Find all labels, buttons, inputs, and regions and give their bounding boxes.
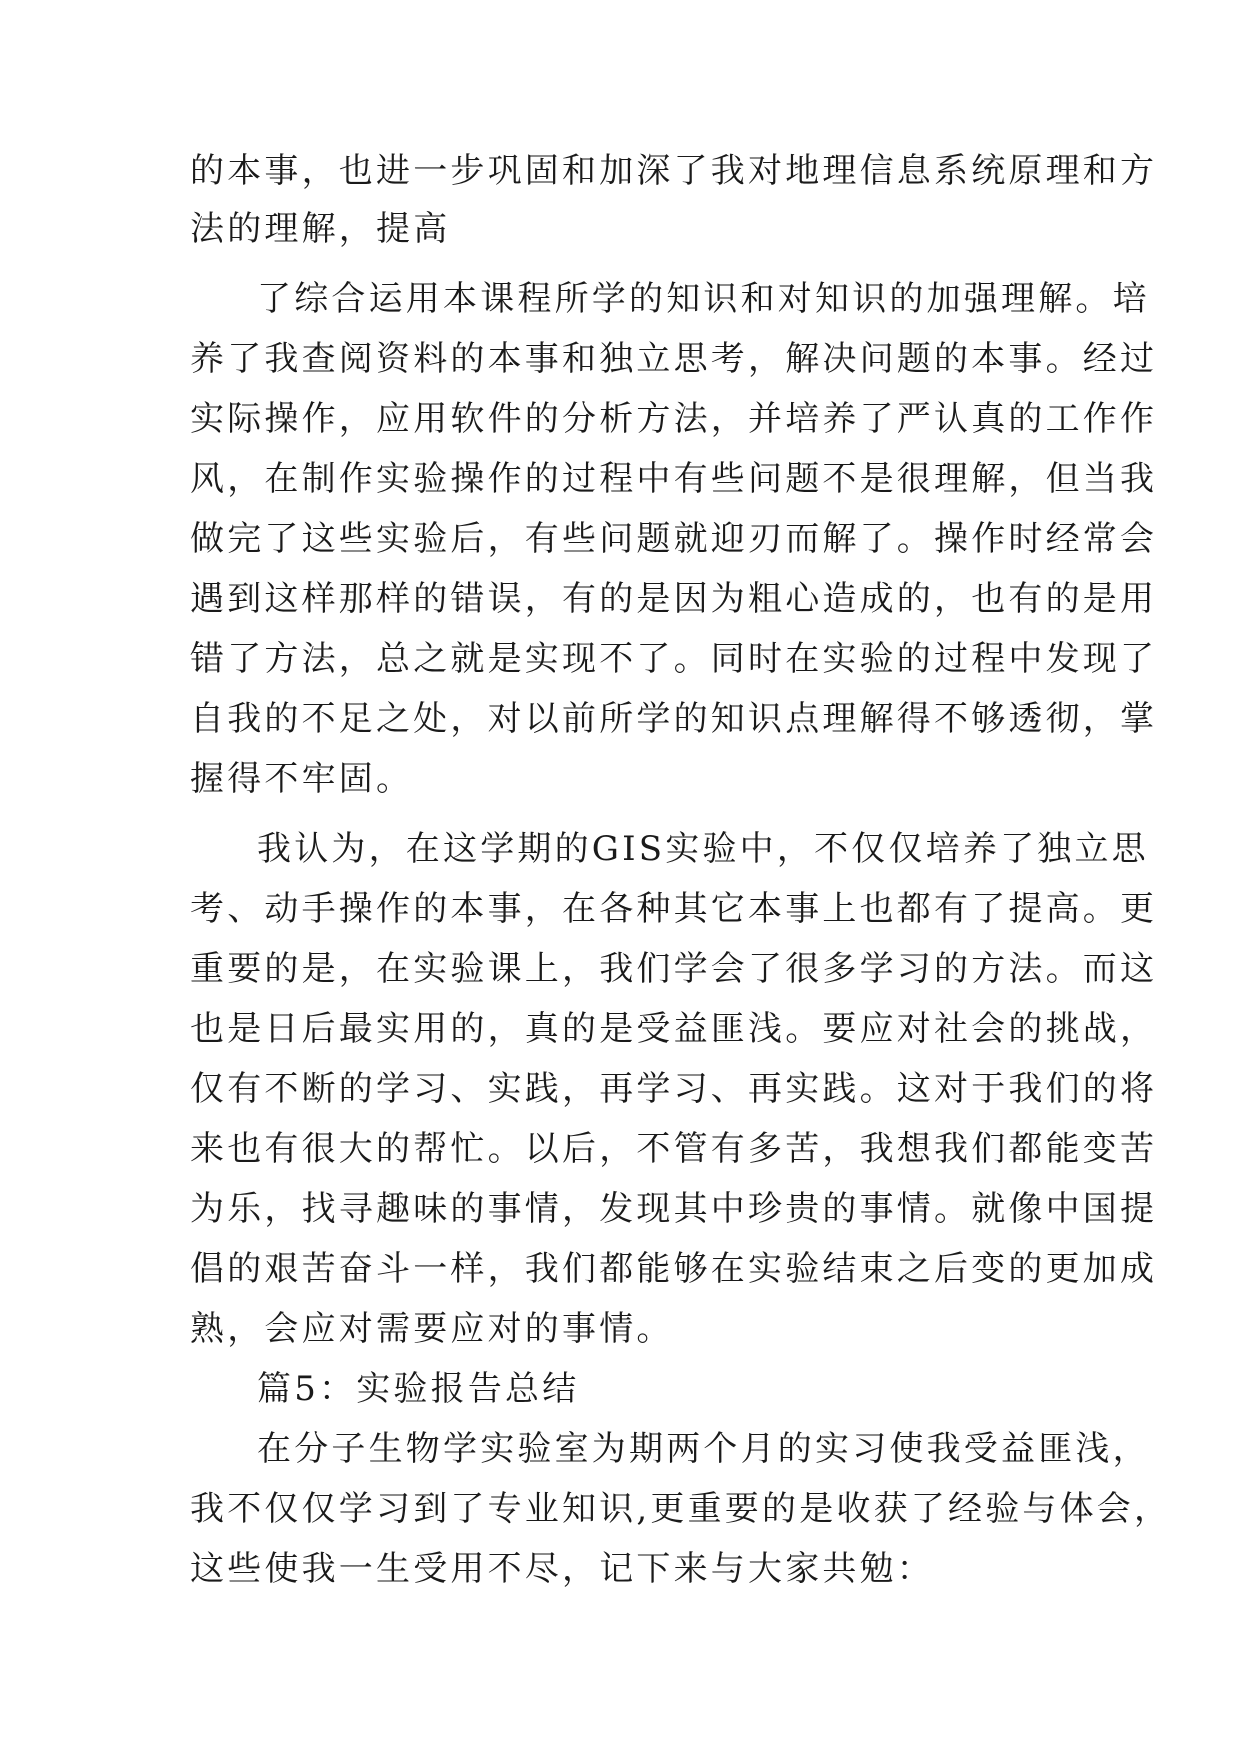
text-line: 倡的艰苦奋斗一样，我们都能够在实验结束之后变的更加成 [190, 1249, 1158, 1289]
paragraph-start-line: 我认为，在这学期的GIS实验中，不仅仅培养了独立思 [257, 829, 1149, 869]
text-line: 来也有很大的帮忙。以后，不管有多苦，我想我们都能变苦 [190, 1129, 1158, 1169]
text-line: 也是日后最实用的，真的是受益匪浅。要应对社会的挑战， [190, 1009, 1158, 1049]
text-line: 考、动手操作的本事，在各种其它本事上也都有了提高。更 [190, 889, 1158, 929]
text-line: 的本事，也进一步巩固和加深了我对地理信息系统原理和方 [190, 151, 1158, 191]
section-heading: 篇5：实验报告总结 [257, 1369, 580, 1409]
text-line: 自我的不足之处，对以前所学的知识点理解得不够透彻，掌 [190, 699, 1158, 739]
text-line: 错了方法，总之就是实现不了。同时在实验的过程中发现了 [190, 639, 1158, 679]
text-line: 这些使我一生受用不尽，记下来与大家共勉： [190, 1549, 934, 1589]
text-line: 遇到这样那样的错误，有的是因为粗心造成的，也有的是用 [190, 579, 1158, 619]
text-line: 仅有不断的学习、实践，再学习、再实践。这对于我们的将 [190, 1069, 1158, 1109]
paragraph-start-line: 在分子生物学实验室为期两个月的实习使我受益匪浅， [257, 1429, 1150, 1469]
text-line: 风，在制作实验操作的过程中有些问题不是很理解，但当我 [190, 459, 1158, 499]
text-line: 实际操作，应用软件的分析方法，并培养了严认真的工作作 [190, 399, 1158, 439]
text-line: 做完了这些实验后，有些问题就迎刃而解了。操作时经常会 [190, 519, 1158, 559]
text-line: 法的理解，提高 [190, 209, 451, 249]
text-line: 握得不牢固。 [190, 759, 414, 799]
text-line: 熟，会应对需要应对的事情。 [190, 1309, 674, 1349]
text-line: 为乐，找寻趣味的事情，发现其中珍贵的事情。就像中国提 [190, 1189, 1158, 1229]
text-line: 重要的是，在实验课上，我们学会了很多学习的方法。而这 [190, 949, 1158, 989]
text-line: 养了我查阅资料的本事和独立思考，解决问题的本事。经过 [190, 339, 1158, 379]
text-line: 我不仅仅学习到了专业知识,更重要的是收获了经验与体会， [190, 1489, 1172, 1529]
paragraph-start-line: 了综合运用本课程所学的知识和对知识的加强理解。培 [257, 279, 1150, 319]
